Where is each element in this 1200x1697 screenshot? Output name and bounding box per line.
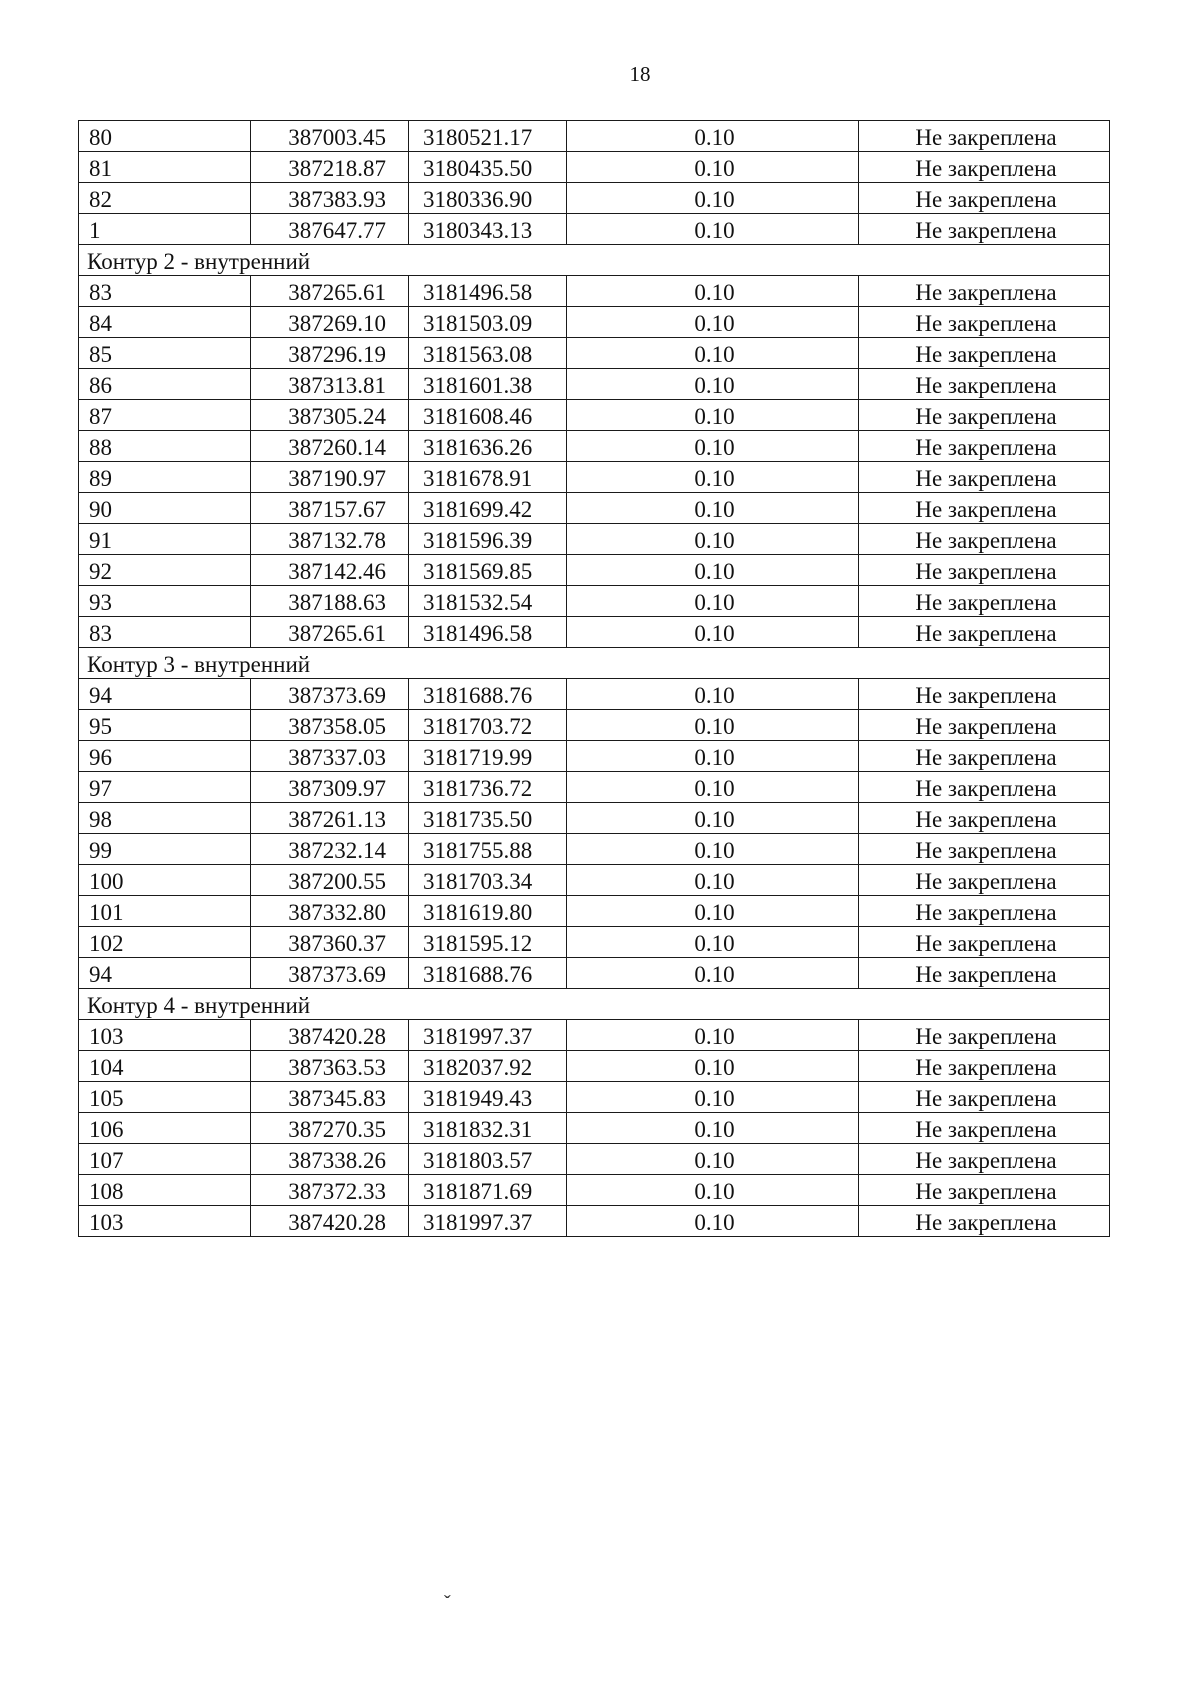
table-row [79, 1082, 1110, 1113]
fixation-status-cell: Не закреплена [859, 276, 1110, 307]
accuracy-cell: 0.10 [567, 865, 859, 896]
x-coordinate-cell: 387383.93 [251, 183, 409, 214]
point-number-cell: 93 [79, 586, 251, 617]
table-row [79, 1175, 1110, 1206]
table-row [79, 1020, 1110, 1051]
point-number-cell: 106 [79, 1113, 251, 1144]
y-coordinate-cell: 3181997.37 [409, 1206, 567, 1237]
accuracy-cell: 0.10 [567, 307, 859, 338]
coordinates-table-body [79, 121, 1110, 1237]
y-coordinate-cell: 3181735.50 [409, 803, 567, 834]
y-coordinate-cell: 3181569.85 [409, 555, 567, 586]
y-coordinate-cell: 3181699.42 [409, 493, 567, 524]
fixation-status-cell: Не закреплена [859, 524, 1110, 555]
x-coordinate-cell: 387647.77 [251, 214, 409, 245]
point-number-cell: 85 [79, 338, 251, 369]
y-coordinate-cell: 3181596.39 [409, 524, 567, 555]
accuracy-cell: 0.10 [567, 1206, 859, 1237]
y-coordinate-cell: 3181532.54 [409, 586, 567, 617]
table-row [79, 1206, 1110, 1237]
accuracy-cell: 0.10 [567, 152, 859, 183]
fixation-status-cell: Не закреплена [859, 555, 1110, 586]
x-coordinate-cell: 387265.61 [251, 276, 409, 307]
point-number-cell: 99 [79, 834, 251, 865]
y-coordinate-cell: 3181496.58 [409, 276, 567, 307]
y-coordinate-cell: 3181803.57 [409, 1144, 567, 1175]
table-row [79, 431, 1110, 462]
x-coordinate-cell: 387363.53 [251, 1051, 409, 1082]
y-coordinate-cell: 3181997.37 [409, 1020, 567, 1051]
table-row [79, 555, 1110, 586]
y-coordinate-cell: 3181703.34 [409, 865, 567, 896]
x-coordinate-cell: 387420.28 [251, 1020, 409, 1051]
point-number-cell: 103 [79, 1206, 251, 1237]
y-coordinate-cell: 3181563.08 [409, 338, 567, 369]
x-coordinate-cell: 387132.78 [251, 524, 409, 555]
x-coordinate-cell: 387373.69 [251, 679, 409, 710]
accuracy-cell: 0.10 [567, 772, 859, 803]
table-row [79, 183, 1110, 214]
y-coordinate-cell: 3181496.58 [409, 617, 567, 648]
y-coordinate-cell: 3180336.90 [409, 183, 567, 214]
fixation-status-cell: Не закреплена [859, 772, 1110, 803]
fixation-status-cell: Не закреплена [859, 1175, 1110, 1206]
scan-speck: ˇ [444, 1592, 451, 1614]
accuracy-cell: 0.10 [567, 710, 859, 741]
point-number-cell: 107 [79, 1144, 251, 1175]
point-number-cell: 94 [79, 679, 251, 710]
fixation-status-cell: Не закреплена [859, 369, 1110, 400]
contour-section-row [79, 989, 1110, 1020]
y-coordinate-cell: 3181678.91 [409, 462, 567, 493]
point-number-cell: 82 [79, 183, 251, 214]
accuracy-cell: 0.10 [567, 927, 859, 958]
accuracy-cell: 0.10 [567, 1051, 859, 1082]
x-coordinate-cell: 387157.67 [251, 493, 409, 524]
table-row [79, 617, 1110, 648]
point-number-cell: 100 [79, 865, 251, 896]
accuracy-cell: 0.10 [567, 555, 859, 586]
x-coordinate-cell: 387332.80 [251, 896, 409, 927]
point-number-cell: 86 [79, 369, 251, 400]
fixation-status-cell: Не закреплена [859, 1113, 1110, 1144]
x-coordinate-cell: 387200.55 [251, 865, 409, 896]
point-number-cell: 80 [79, 121, 251, 152]
point-number-cell: 102 [79, 927, 251, 958]
point-number-cell: 97 [79, 772, 251, 803]
fixation-status-cell: Не закреплена [859, 896, 1110, 927]
point-number-cell: 104 [79, 1051, 251, 1082]
y-coordinate-cell: 3181595.12 [409, 927, 567, 958]
fixation-status-cell: Не закреплена [859, 183, 1110, 214]
accuracy-cell: 0.10 [567, 958, 859, 989]
x-coordinate-cell: 387337.03 [251, 741, 409, 772]
y-coordinate-cell: 3181688.76 [409, 679, 567, 710]
accuracy-cell: 0.10 [567, 617, 859, 648]
point-number-cell: 105 [79, 1082, 251, 1113]
accuracy-cell: 0.10 [567, 586, 859, 617]
table-row [79, 214, 1110, 245]
y-coordinate-cell: 3181608.46 [409, 400, 567, 431]
coordinates-table [78, 120, 1110, 1237]
accuracy-cell: 0.10 [567, 741, 859, 772]
y-coordinate-cell: 3181636.26 [409, 431, 567, 462]
y-coordinate-cell: 3182037.92 [409, 1051, 567, 1082]
y-coordinate-cell: 3181619.80 [409, 896, 567, 927]
x-coordinate-cell: 387218.87 [251, 152, 409, 183]
fixation-status-cell: Не закреплена [859, 152, 1110, 183]
accuracy-cell: 0.10 [567, 493, 859, 524]
table-row [79, 927, 1110, 958]
y-coordinate-cell: 3181736.72 [409, 772, 567, 803]
x-coordinate-cell: 387003.45 [251, 121, 409, 152]
fixation-status-cell: Не закреплена [859, 679, 1110, 710]
accuracy-cell: 0.10 [567, 121, 859, 152]
y-coordinate-cell: 3180521.17 [409, 121, 567, 152]
point-number-cell: 1 [79, 214, 251, 245]
table-row [79, 741, 1110, 772]
fixation-status-cell: Не закреплена [859, 214, 1110, 245]
fixation-status-cell: Не закреплена [859, 121, 1110, 152]
fixation-status-cell: Не закреплена [859, 958, 1110, 989]
accuracy-cell: 0.10 [567, 338, 859, 369]
point-number-cell: 92 [79, 555, 251, 586]
table-row [79, 121, 1110, 152]
y-coordinate-cell: 3181503.09 [409, 307, 567, 338]
y-coordinate-cell: 3181871.69 [409, 1175, 567, 1206]
fixation-status-cell: Не закреплена [859, 431, 1110, 462]
x-coordinate-cell: 387261.13 [251, 803, 409, 834]
fixation-status-cell: Не закреплена [859, 1020, 1110, 1051]
table-row [79, 679, 1110, 710]
x-coordinate-cell: 387309.97 [251, 772, 409, 803]
table-row [79, 338, 1110, 369]
contour-section-label: Контур 2 - внутренний [79, 245, 1110, 276]
y-coordinate-cell: 3181949.43 [409, 1082, 567, 1113]
fixation-status-cell: Не закреплена [859, 1082, 1110, 1113]
x-coordinate-cell: 387265.61 [251, 617, 409, 648]
point-number-cell: 81 [79, 152, 251, 183]
accuracy-cell: 0.10 [567, 679, 859, 710]
x-coordinate-cell: 387305.24 [251, 400, 409, 431]
table-row [79, 524, 1110, 555]
fixation-status-cell: Не закреплена [859, 741, 1110, 772]
fixation-status-cell: Не закреплена [859, 586, 1110, 617]
x-coordinate-cell: 387358.05 [251, 710, 409, 741]
accuracy-cell: 0.10 [567, 1175, 859, 1206]
accuracy-cell: 0.10 [567, 896, 859, 927]
table-row [79, 1051, 1110, 1082]
x-coordinate-cell: 387345.83 [251, 1082, 409, 1113]
point-number-cell: 83 [79, 276, 251, 307]
x-coordinate-cell: 387338.26 [251, 1144, 409, 1175]
table-row [79, 803, 1110, 834]
fixation-status-cell: Не закреплена [859, 803, 1110, 834]
fixation-status-cell: Не закреплена [859, 462, 1110, 493]
point-number-cell: 96 [79, 741, 251, 772]
fixation-status-cell: Не закреплена [859, 400, 1110, 431]
point-number-cell: 88 [79, 431, 251, 462]
contour-section-label: Контур 4 - внутренний [79, 989, 1110, 1020]
point-number-cell: 101 [79, 896, 251, 927]
fixation-status-cell: Не закреплена [859, 1206, 1110, 1237]
table-row [79, 1144, 1110, 1175]
x-coordinate-cell: 387372.33 [251, 1175, 409, 1206]
x-coordinate-cell: 387373.69 [251, 958, 409, 989]
x-coordinate-cell: 387313.81 [251, 369, 409, 400]
table-row [79, 958, 1110, 989]
point-number-cell: 90 [79, 493, 251, 524]
table-row [79, 307, 1110, 338]
point-number-cell: 94 [79, 958, 251, 989]
accuracy-cell: 0.10 [567, 183, 859, 214]
accuracy-cell: 0.10 [567, 400, 859, 431]
contour-section-label: Контур 3 - внутренний [79, 648, 1110, 679]
fixation-status-cell: Не закреплена [859, 865, 1110, 896]
accuracy-cell: 0.10 [567, 462, 859, 493]
accuracy-cell: 0.10 [567, 1020, 859, 1051]
x-coordinate-cell: 387269.10 [251, 307, 409, 338]
page-number: 18 [629, 62, 651, 86]
fixation-status-cell: Не закреплена [859, 1051, 1110, 1082]
table-row [79, 369, 1110, 400]
table-row [79, 896, 1110, 927]
point-number-cell: 95 [79, 710, 251, 741]
table-row [79, 462, 1110, 493]
x-coordinate-cell: 387142.46 [251, 555, 409, 586]
fixation-status-cell: Не закреплена [859, 617, 1110, 648]
point-number-cell: 83 [79, 617, 251, 648]
point-number-cell: 98 [79, 803, 251, 834]
y-coordinate-cell: 3181601.38 [409, 369, 567, 400]
point-number-cell: 91 [79, 524, 251, 555]
y-coordinate-cell: 3181703.72 [409, 710, 567, 741]
x-coordinate-cell: 387270.35 [251, 1113, 409, 1144]
accuracy-cell: 0.10 [567, 1113, 859, 1144]
x-coordinate-cell: 387188.63 [251, 586, 409, 617]
accuracy-cell: 0.10 [567, 834, 859, 865]
x-coordinate-cell: 387232.14 [251, 834, 409, 865]
point-number-cell: 108 [79, 1175, 251, 1206]
table-row [79, 493, 1110, 524]
point-number-cell: 89 [79, 462, 251, 493]
accuracy-cell: 0.10 [567, 524, 859, 555]
table-row [79, 772, 1110, 803]
table-row [79, 710, 1110, 741]
x-coordinate-cell: 387190.97 [251, 462, 409, 493]
fixation-status-cell: Не закреплена [859, 307, 1110, 338]
table-row [79, 834, 1110, 865]
accuracy-cell: 0.10 [567, 369, 859, 400]
accuracy-cell: 0.10 [567, 276, 859, 307]
fixation-status-cell: Не закреплена [859, 338, 1110, 369]
y-coordinate-cell: 3181755.88 [409, 834, 567, 865]
accuracy-cell: 0.10 [567, 803, 859, 834]
point-number-cell: 84 [79, 307, 251, 338]
contour-section-row [79, 245, 1110, 276]
accuracy-cell: 0.10 [567, 431, 859, 462]
x-coordinate-cell: 387360.37 [251, 927, 409, 958]
table-row [79, 276, 1110, 307]
x-coordinate-cell: 387296.19 [251, 338, 409, 369]
table-row [79, 152, 1110, 183]
contour-section-row [79, 648, 1110, 679]
fixation-status-cell: Не закреплена [859, 710, 1110, 741]
fixation-status-cell: Не закреплена [859, 1144, 1110, 1175]
accuracy-cell: 0.10 [567, 1082, 859, 1113]
y-coordinate-cell: 3181832.31 [409, 1113, 567, 1144]
table-row [79, 400, 1110, 431]
fixation-status-cell: Не закреплена [859, 834, 1110, 865]
table-row [79, 865, 1110, 896]
x-coordinate-cell: 387420.28 [251, 1206, 409, 1237]
accuracy-cell: 0.10 [567, 214, 859, 245]
y-coordinate-cell: 3180343.13 [409, 214, 567, 245]
y-coordinate-cell: 3180435.50 [409, 152, 567, 183]
accuracy-cell: 0.10 [567, 1144, 859, 1175]
point-number-cell: 103 [79, 1020, 251, 1051]
fixation-status-cell: Не закреплена [859, 927, 1110, 958]
y-coordinate-cell: 3181688.76 [409, 958, 567, 989]
table-row [79, 1113, 1110, 1144]
y-coordinate-cell: 3181719.99 [409, 741, 567, 772]
point-number-cell: 87 [79, 400, 251, 431]
x-coordinate-cell: 387260.14 [251, 431, 409, 462]
table-row [79, 586, 1110, 617]
fixation-status-cell: Не закреплена [859, 493, 1110, 524]
